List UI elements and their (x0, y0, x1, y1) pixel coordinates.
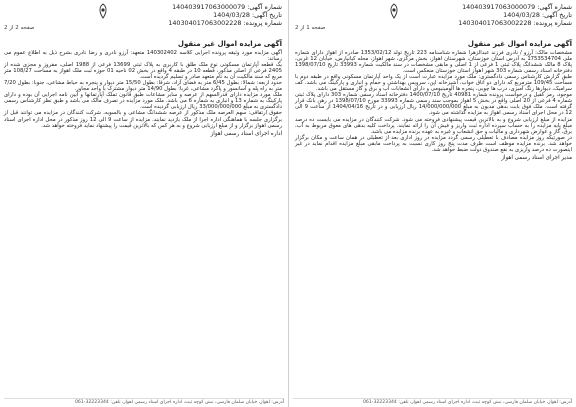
paragraph: طبق گزارش کارشناس رسمی دادگستری: ملک مورد مزایده عبارت است از یک واحد آپارتمان مسکونی واقع در طبقه دوم با مساحت 109/45 مترمربع که دارای دو اتاق خواب، آشپزخانه اپن، سرویس بهداشتی و حمام و انباری و پارکینگ می باشد. کف سرامیک، دیوارها رنگ آمیزی، درب ها چوبی، پنجره ها آلومینیومی و دارای انشعابات آب و برق و گاز مستقل می باشد. (295, 74, 572, 93)
page-header (295, 3, 572, 37)
page-header (4, 3, 282, 37)
emblem-icon (387, 3, 401, 19)
paragraph: در صورتیکه روز مزایده مصادف با تعطیلی رسمی گردد مزایده در روز اداری بعد از تعطیلی در همان ساعت و مکان برگزار خواهد شد. برنده مزایده موظف است ظرف مدت پنج روز کاری نسبت به پرداخت مابقی مبلغ مزایده اقدام نماید در غیر اینصورت ده درصد واریزی به نفع صندوق دولت ضبط خواهد شد. (295, 134, 572, 153)
case-number: شماره پرونده: 140304017063002228 (458, 19, 572, 28)
signature: اداره اجرای اسناد رسمی اهواز (210, 130, 282, 137)
paragraph: موجود، رمز کفیل و درخواست پرونده شماره 40981 تاریخ 1400/07/10 دفترخانه اسناد رسمی شماره 303 دارای پلاک ثبتی شماره 4 فرعی از 20 اصلی واقع در بخش 5 اهواز بموجب سند رسمی شماره 33993 مورخ 1398/07/10 در رهن بانک قرار گرفته است. ملک فوق بابت بدهی مدیون به مبلغ 14/000/000/000 ریال ارزیابی و در تاریخ 1404/04/16 از ساعت 9 الی 12 در محل اجرای اسناد رسمی اهواز به مزایده گذاشته می شود. (295, 92, 572, 117)
notice-number: شماره آگهی: 140403917063000079 (462, 3, 572, 11)
notice-date: تاریخ آگهی: 1404/03/28 (213, 11, 282, 20)
notice-title: آگهی مزایده اموال غیر منقول (177, 40, 282, 48)
paragraph: آگهی مزایده مورد وثیقه پرونده اجرایی کلاسه 140302402 متعهد: آرزو نادری و رضا نادری بشرح ذیل به اطلاع عموم می رساند: (4, 50, 283, 63)
notice-body (4, 50, 282, 129)
emblem-icon (96, 3, 110, 19)
notice-date: تاریخ آگهی: 1404/03/28 (503, 11, 572, 20)
paragraph: یک قطعه آپارتمان مسکونی نوع ملک طلق با کاربری به پلاک ثبتی 13699 فرعی از 1988 اصلی، مفروز و مجزی شده از 2405 فرعی از اصلی مذکور، قطعه 10 در طبقه 4 واقع در بخش 02 ناحیه 01 حوزه ثبت ملک اهواز به مساحت 108/27 متر مربع که سند مالکیت آن به نام متعهد صادر و تسلیم گردیده است. (4, 62, 283, 81)
notice-body (295, 50, 572, 153)
page-footer: آدرس: اهواز، خیابان سلمان فارسی، نبش کوچه ثبت، اداره اجرای اسناد رسمی اهواز، تلفن: 32223344-061 (4, 398, 284, 405)
paragraph: حقوق ارتفاقی: سهم العرصه ملک مذکور از عرصه ششدانگ مشاعی و بالسویه، شرکت کنندگان در مزایده می توانند قبل از برگزاری جلسه با هماهنگی اداره اجرا از ملک بازدید نمایند. مزایده از ساعت 9 الی 12 روز مذکور در محل اداره اجرای اسناد رسمی اهواز برگزار و از مبلغ ارزیابی شروع و به هر کس که بالاترین قیمت را پیشنهاد نماید فروخته خواهد شد. (4, 110, 283, 129)
notice-page-1 (288, 0, 576, 407)
paragraph: مشخصات مالک: آرزو / نادری فرزند عبدالزهرا شماره شناسنامه 223 تاریخ تولد 1353/02/12 صادره از اهواز دارای شماره ملی 1753534704 به آدرس استان خوزستان، شهرستان اهواز، بخش مرکزی، شهر اهواز، محله کیانپارس، خیابان 12 غربی، پلاک 8 مالک ششدانگ پلاک ثبتی 1 فرعی از 1 اصلی و مابقی مشخصات در سند مالکیت شماره 33993 تاریخ 1398/07/10 دفترخانه اسناد رسمی شماره 303 شهر اهواز استان خوزستان منعکس است. (295, 50, 572, 75)
page-number: صفحه 1 از 2 (295, 25, 326, 31)
paragraph: ملک مورد مزایده دارای قدرالسهم از عرصه و سایر مشاعات طبق قانون تملک آپارتمانها و آیین نامه اجرایی آن بوده و دارای پارکینگ به شماره 13 و انباری به شماره 6 می باشد. ملک مورد مزایده در تصرف مالک می باشد و طبق نظر کارشناس رسمی دادگستری به مبلغ 33/000/000/000 ریال ارزیابی گردیده است. (4, 92, 282, 111)
notice-number: شماره آگهی: 140403917063000079 (172, 3, 282, 11)
page-number: صفحه 2 از 2 (4, 25, 35, 31)
signature: مدیر اجرای اسناد رسمی اهواز (501, 154, 572, 161)
page-footer: آدرس: اهواز، خیابان سلمان فارسی، نبش کوچه ثبت، اداره اجرای اسناد رسمی اهواز، تلفن: 32223344-061 (293, 398, 572, 405)
paragraph: حدود اربعه: شمالا: بطول 6/45 متر به فضای آزاد، شرقا: بطول 15/50 متر دیوار و پنجره به حیاط مشاعی، جنوبا: بطول 7/20 متر به راه پله و آسانسور و پاگرد مشاعی، غربا: بطول 14/90 متر دیوار مشترک با واحد مجاور. (4, 80, 283, 93)
notice-meta (458, 3, 572, 28)
paragraph: مزایده از مبلغ ارزیابی شروع و به بالاترین قیمت پیشنهادی فروخته می شود. شرکت کنندگان در مزایده می بایست ده درصد مبلغ پایه مزایده را به حساب سپرده اداره ثبت واریز و فیش آن را ارائه نمایند. پرداخت کلیه بدهی های معوق مربوط به آب، برق، گاز و عوارض شهرداری و مالیات و حق انشعاب و غیره به عهده برنده مزایده می باشد. (295, 116, 572, 135)
notice-title: آگهی مزایده اموال غیر منقول (467, 40, 572, 48)
notice-meta (168, 3, 282, 28)
case-number: شماره پرونده: 140304017063002228 (168, 19, 282, 28)
